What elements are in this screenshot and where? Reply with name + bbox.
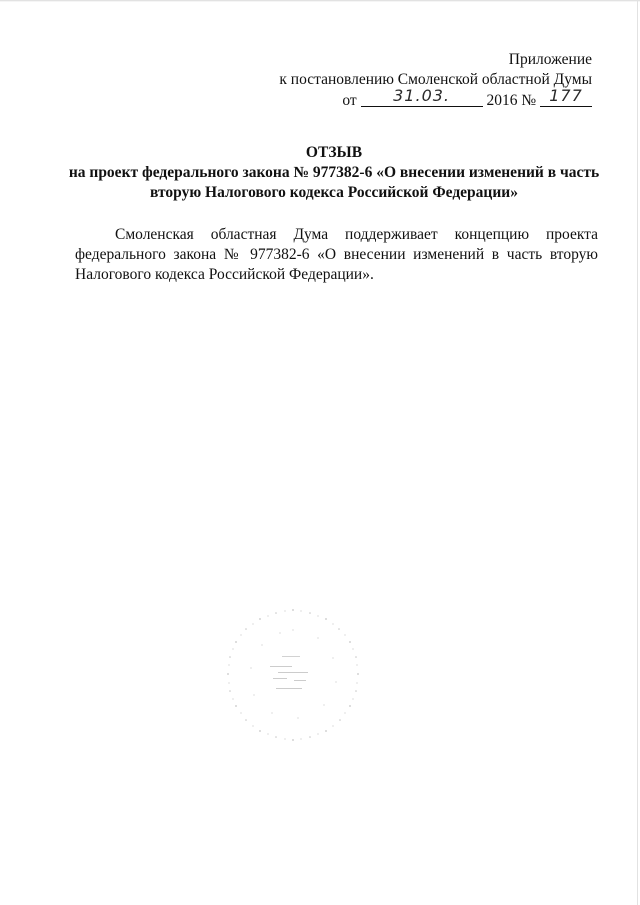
- appendix-label: Приложение: [508, 51, 592, 68]
- date-line: [279, 86, 592, 111]
- document-body: [75, 225, 598, 285]
- handwritten-number: 177: [549, 86, 583, 105]
- year-text: 2016 №: [486, 92, 537, 109]
- handwritten-date: 31.03.: [393, 86, 451, 105]
- scan-edge: [637, 0, 638, 905]
- document-heading: [60, 143, 608, 203]
- faint-seal-stamp: [218, 600, 368, 750]
- number-blank: [540, 86, 592, 107]
- resolution-reference: к постановлению Смоленской областной Думы: [279, 71, 592, 88]
- document-title: ОТЗЫВ: [305, 144, 363, 161]
- date-prefix: от: [342, 92, 357, 109]
- document-subtitle-line-1: на проект федерального закона № 977382-6 «О внесении изменений в часть: [68, 164, 600, 181]
- body-paragraph: Смоленская областная Дума поддерживает концепцию проекта федерального закона № 977382-6 «О внесении изменений в часть вторую Налогового кодекса Российской Федерации».: [75, 226, 598, 283]
- scan-edge: [0, 0, 640, 2]
- date-blank: [361, 86, 483, 107]
- document-subtitle-line-2: вторую Налогового кодекса Российской Федерации»: [150, 184, 518, 201]
- appendix-header: [279, 50, 592, 111]
